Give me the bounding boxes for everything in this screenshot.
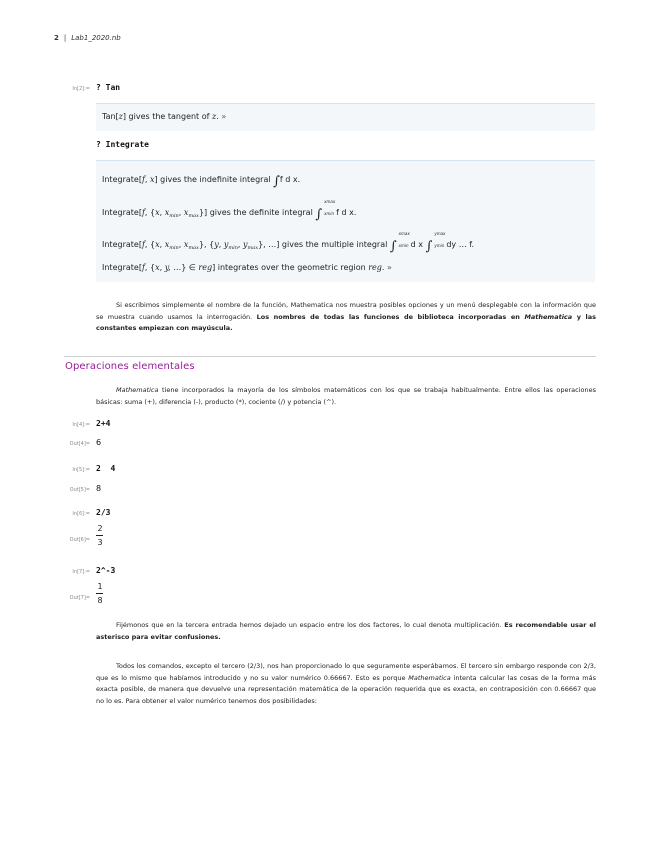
input-cell[interactable]: 2^-3 (96, 566, 116, 575)
usage-text: ] integrates over the geometric region (212, 263, 369, 272)
upper-limit: xmax (398, 231, 410, 236)
fraction-bar (96, 535, 103, 536)
output-label: Out[5]= (69, 487, 90, 493)
paragraph-bold: Los nombres de todas las funciones de biblioteca incorporadas en (256, 312, 525, 321)
more-info-link[interactable]: » (387, 263, 392, 272)
usage-text: Integrate[ (102, 263, 142, 272)
usage-text: Integrate[ (102, 175, 142, 184)
usage-text: , (144, 175, 150, 184)
paragraph-bold-italic: Mathematica (524, 312, 573, 321)
usage-arg: f (141, 240, 145, 249)
upper-limit: ymax (434, 231, 446, 236)
usage-line: Integrate[f, {x, $x_{min}$, $x_{max}$}] gives the definite integral ∫ xmax xmin f d x. (102, 199, 357, 222)
output-label: Out[7]= (69, 595, 90, 601)
usage-subscript: max (188, 245, 199, 251)
usage-text: , { (144, 263, 156, 272)
input-label: In[7]:= (72, 569, 90, 575)
section-divider (64, 356, 596, 357)
usage-arg: x (183, 240, 189, 249)
usage-arg: f (141, 208, 145, 217)
integral-limits (322, 199, 336, 216)
input-label: In[2]:= (72, 86, 90, 92)
paragraph-text: tiene incorporados la mayoría de los símbolos matemáticos con los que se trabaja habitualmente. Entre ellos las operaciones básicas: suma (+), diferencia (-), producto (*), cociente (/) y potencia (^). (96, 386, 596, 406)
usage-arg: z (118, 112, 123, 121)
input-label: In[5]:= (72, 467, 90, 473)
integral-limits (397, 231, 411, 248)
fraction-denominator: 8 (97, 596, 103, 605)
usage-arg: y (223, 240, 229, 249)
output-label: Out[6]= (69, 537, 90, 543)
paragraph-text: Fijémonos que en la tercera entrada hemos dejado un espacio entre los dos factores, lo cual denota multiplicación. (116, 621, 505, 629)
notebook-file-name: Lab1_2020.nb (71, 34, 121, 42)
usage-arg: x (150, 175, 155, 184)
integral-sign: ∫ (273, 174, 280, 189)
usage-box-tan (96, 103, 595, 131)
integral-limits (432, 231, 446, 248)
input-cell[interactable]: 2+4 (96, 419, 111, 428)
usage-arg: y (243, 240, 248, 249)
usage-arg: x (164, 240, 170, 249)
usage-box-integrate (96, 160, 595, 282)
usage-arg: reg (198, 263, 213, 272)
usage-text: }, { (198, 240, 215, 249)
fraction-denominator: 3 (97, 538, 103, 547)
page-number: 2 (54, 34, 59, 42)
input-cell[interactable]: ? Tan (96, 83, 121, 92)
header-separator: | (63, 34, 67, 42)
usage-arg: x (164, 208, 170, 217)
paragraph-bold: Es recomendable usar el asterisco para evitar confusiones. (96, 621, 596, 641)
output-fraction (96, 582, 104, 605)
text-paragraph (96, 385, 596, 408)
usage-line: Integrate[f, {x, $x_{min}$, $x_{max}$}, {y, $y_{min}$, $y_{max}$}, …] gives the multiple integral ∫ xmax xmin d x ∫ ymax ymin dy … f. (102, 231, 475, 254)
usage-arg: x, y, … (155, 263, 182, 272)
usage-arg: f (141, 175, 145, 184)
integral-sign: ∫ (389, 239, 397, 254)
fraction-numerator: 1 (97, 582, 103, 591)
usage-text: f d x. (279, 175, 301, 184)
usage-arg: y (214, 240, 219, 249)
input-label: In[4]:= (72, 422, 90, 428)
upper-limit: xmax (324, 199, 336, 204)
text-paragraph (96, 620, 596, 643)
input-cell[interactable]: 2 4 (96, 464, 116, 473)
text-paragraph (96, 300, 596, 335)
usage-text: }] gives the definite integral (198, 208, 316, 217)
output-value: 6 (96, 438, 102, 447)
paragraph-text: Si escribimos simplemente el nombre de la función, Mathematica nos muestra posibles opciones y un menú desplegable con la información que se muestra cuando usamos la interrogación. (96, 301, 596, 321)
usage-text: f d x. (336, 208, 357, 217)
more-info-link[interactable]: » (221, 112, 227, 121)
usage-line (102, 174, 300, 189)
usage-text: ] gives the tangent of (122, 112, 212, 121)
input-label: In[6]:= (72, 511, 90, 517)
input-cell[interactable]: ? Integrate (96, 140, 149, 149)
usage-text: dy … f. (446, 240, 475, 249)
usage-arg: x (155, 208, 160, 217)
usage-arg: x (183, 208, 189, 217)
usage-text: d x (410, 240, 426, 249)
lower-limit: ymin (434, 243, 445, 248)
usage-text: Integrate[ (102, 208, 142, 217)
output-value: 8 (96, 484, 102, 493)
text-paragraph (96, 661, 596, 707)
page-header (54, 34, 121, 42)
usage-text: } ∈ (181, 263, 199, 272)
usage-line (102, 112, 226, 121)
fraction-bar (96, 593, 103, 594)
usage-text: Integrate[ (102, 240, 142, 249)
paragraph-text: Todos los comandos, excepto el tercero (2/3), nos han proporcionado lo que seguramente esperábamos. El tercero sin embargo responde con 2/3, que es lo mismo que habíamos introducido y no su valor numérico 0.66667. Esto es porque (96, 662, 596, 682)
usage-subscript: max (247, 245, 259, 251)
lower-limit: xmin (324, 211, 335, 216)
fraction-numerator: 2 (97, 524, 103, 533)
usage-line (102, 263, 392, 272)
usage-text: , { (144, 208, 156, 217)
paragraph-italic: Mathematica (408, 673, 451, 682)
usage-text: ] gives the indefinite integral (154, 175, 274, 184)
usage-text: . (216, 112, 219, 121)
usage-subscript: min (169, 245, 179, 251)
output-fraction (96, 524, 104, 547)
input-cell[interactable]: 2/3 (96, 508, 111, 517)
usage-text: , { (144, 240, 156, 249)
paragraph-text: intenta calcular las cosas de la forma más exacta posible, de manera que devuelve una representación matemática de la operación requerida que es exacta, en contraposición con 0.66667 que no lo es. Para obtener el valor numérico tenemos dos posibilidades: (96, 673, 596, 705)
usage-text: Tan[ (102, 112, 119, 121)
usage-arg: f (141, 263, 145, 272)
integral-sign: ∫ (425, 239, 433, 254)
usage-subscript: max (188, 213, 199, 219)
integral-sign: ∫ (315, 207, 323, 222)
usage-arg: reg (368, 263, 382, 272)
lower-limit: xmin (398, 243, 409, 248)
section-title: Operaciones elementales (65, 361, 195, 372)
usage-text: . (381, 263, 385, 272)
usage-arg: x (155, 240, 160, 249)
usage-text: }, …] gives the multiple integral (258, 240, 390, 249)
usage-arg: z (212, 112, 217, 121)
usage-subscript: min (228, 245, 238, 251)
output-label: Out[4]= (69, 441, 90, 447)
paragraph-italic: Mathematica (116, 386, 159, 394)
paragraph-bold: y las constantes empiezan con mayúscula. (96, 312, 596, 333)
usage-subscript: min (169, 213, 179, 219)
